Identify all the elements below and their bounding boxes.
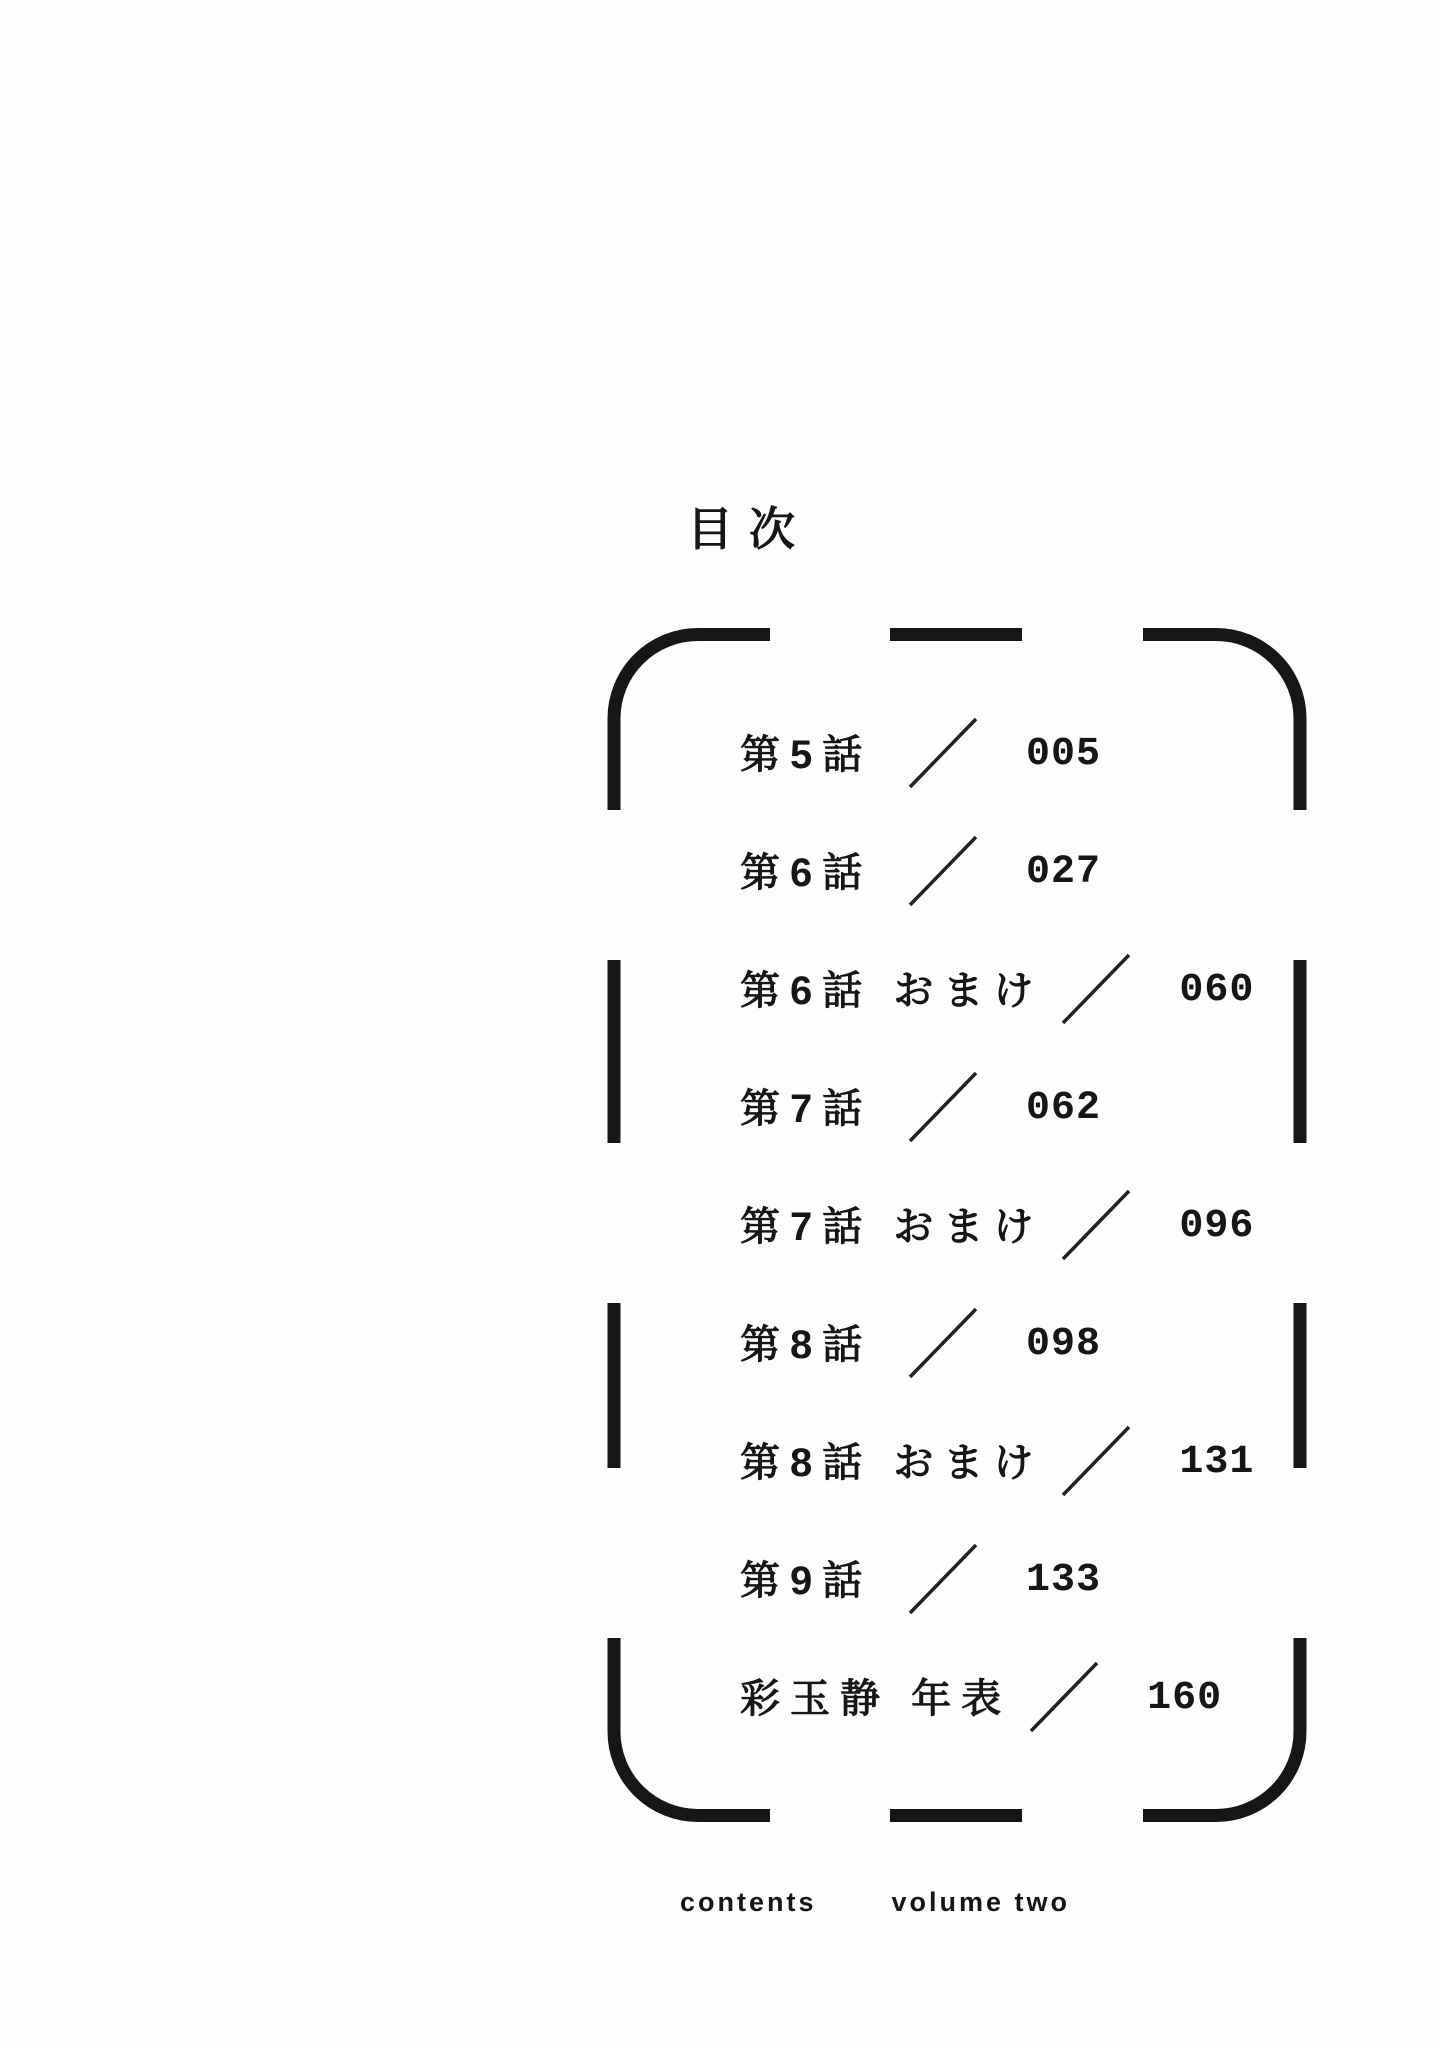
toc-entry-page: 096 bbox=[1179, 1204, 1255, 1249]
toc-entry-page: 160 bbox=[1147, 1676, 1223, 1721]
footer-contents-label: contents bbox=[680, 1887, 817, 1917]
toc-entry bbox=[740, 932, 1280, 1050]
diagonal-slash-icon bbox=[1057, 1186, 1135, 1269]
page-title: 目次 bbox=[687, 503, 811, 555]
toc-entry-label: 第9話 bbox=[740, 1559, 873, 1603]
toc-entry-label: 第6話 bbox=[740, 851, 873, 895]
diagonal-slash-icon bbox=[1057, 950, 1135, 1033]
toc-entry-page: 060 bbox=[1179, 968, 1255, 1013]
toc-entry-label: 彩玉静 年表 bbox=[740, 1677, 1012, 1721]
toc-entry bbox=[740, 1168, 1280, 1286]
toc-list bbox=[740, 696, 1280, 1758]
toc-entry-page: 027 bbox=[1026, 850, 1102, 895]
diagonal-slash-icon bbox=[904, 1304, 982, 1387]
toc-entry bbox=[740, 1404, 1280, 1522]
footer-caption bbox=[680, 1889, 1070, 1916]
toc-entry-page: 005 bbox=[1026, 732, 1102, 777]
toc-entry-label: 第6話 おまけ bbox=[740, 969, 1044, 1013]
toc-entry-page: 131 bbox=[1179, 1440, 1255, 1485]
diagonal-slash-icon bbox=[1057, 1422, 1135, 1505]
toc-entry-page: 133 bbox=[1026, 1558, 1102, 1603]
toc-entry-page: 098 bbox=[1026, 1322, 1102, 1367]
footer-volume-label: volume two bbox=[891, 1887, 1071, 1917]
toc-entry bbox=[740, 696, 1280, 814]
toc-entry bbox=[740, 814, 1280, 932]
diagonal-slash-icon bbox=[1025, 1658, 1103, 1741]
toc-entry bbox=[740, 1522, 1280, 1640]
diagonal-slash-icon bbox=[904, 832, 982, 915]
diagonal-slash-icon bbox=[904, 1540, 982, 1623]
diagonal-slash-icon bbox=[904, 714, 982, 797]
toc-entry bbox=[740, 1050, 1280, 1168]
toc-entry-page: 062 bbox=[1026, 1086, 1102, 1131]
toc-entry-label: 第8話 bbox=[740, 1323, 873, 1367]
toc-entry-label: 第8話 おまけ bbox=[740, 1441, 1044, 1485]
toc-entry bbox=[740, 1286, 1280, 1404]
toc-entry-label: 第5話 bbox=[740, 733, 873, 777]
toc-entry-label: 第7話 bbox=[740, 1087, 873, 1131]
toc-entry-label: 第7話 おまけ bbox=[740, 1205, 1044, 1249]
diagonal-slash-icon bbox=[904, 1068, 982, 1151]
toc-entry bbox=[740, 1640, 1280, 1758]
